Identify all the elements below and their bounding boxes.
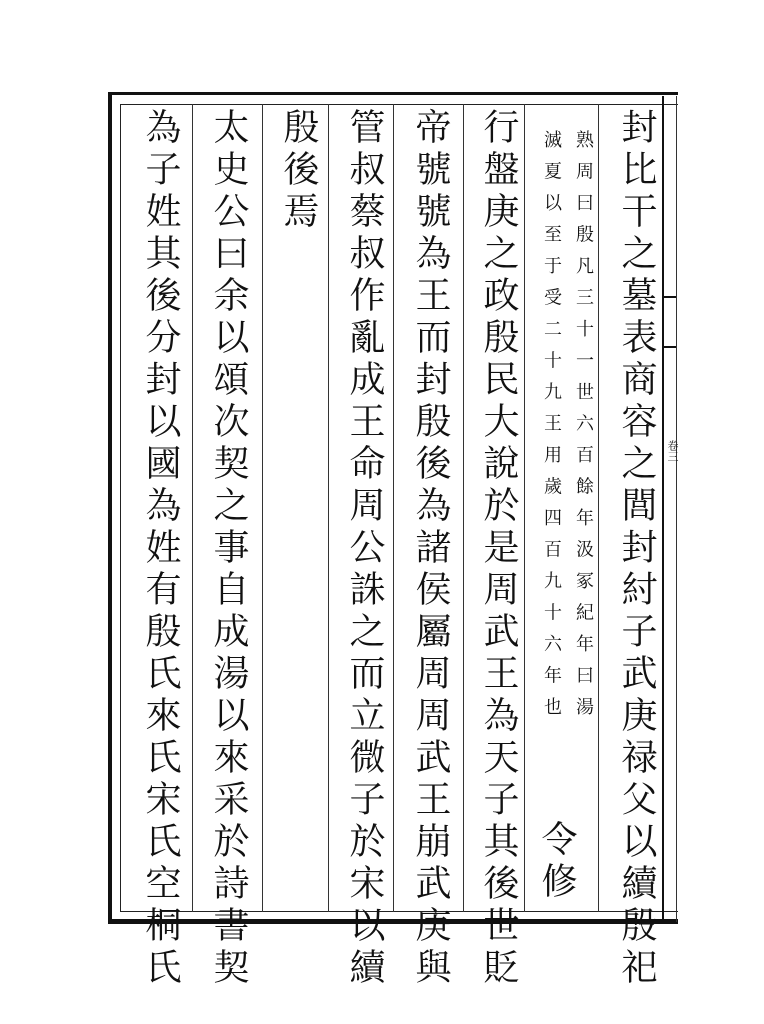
column-rule [328, 104, 329, 912]
text-column-6: 殷後焉 [278, 108, 319, 234]
volume-label: 卷三 [666, 440, 679, 462]
text-column-1: 封比干之墓表商容之閭封紂子武庚禄父以續殷祀 [616, 108, 657, 990]
fold-margin-line [662, 96, 664, 922]
column-rule [393, 104, 394, 912]
fold-mark-lower [663, 346, 676, 348]
annotation-column-2: 滅夏以至于受二十九王用歲四百九十六年也 [541, 130, 562, 729]
column-rule [463, 104, 464, 912]
fold-margin-line-outer [676, 96, 677, 922]
fold-mark-upper [663, 296, 676, 298]
text-column-4: 帝號號為王而封殷後為諸侯屬周周武王崩武庚與 [410, 108, 451, 990]
text-column-7: 太史公曰余以頌次契之事自成湯以來采於詩書契 [208, 108, 249, 990]
column-rule [598, 104, 599, 912]
column-rule [192, 104, 193, 912]
column-rule [524, 104, 525, 912]
text-column-5: 管叔蔡叔作亂成王命周公誅之而立微子於宋以續 [344, 108, 385, 990]
annotation-column-1: 熟周曰殷凡三十一世六百餘年汲冢紀年曰湯 [573, 130, 594, 729]
text-column-3: 行盤庚之政殷民大說於是周武王為天子其後世貶 [478, 108, 519, 990]
column-rule [262, 104, 263, 912]
text-column-2: 令修 [536, 820, 577, 904]
text-column-8: 為子姓其後分封以國為姓有殷氏來氏宋氏空桐氏 [140, 108, 181, 990]
